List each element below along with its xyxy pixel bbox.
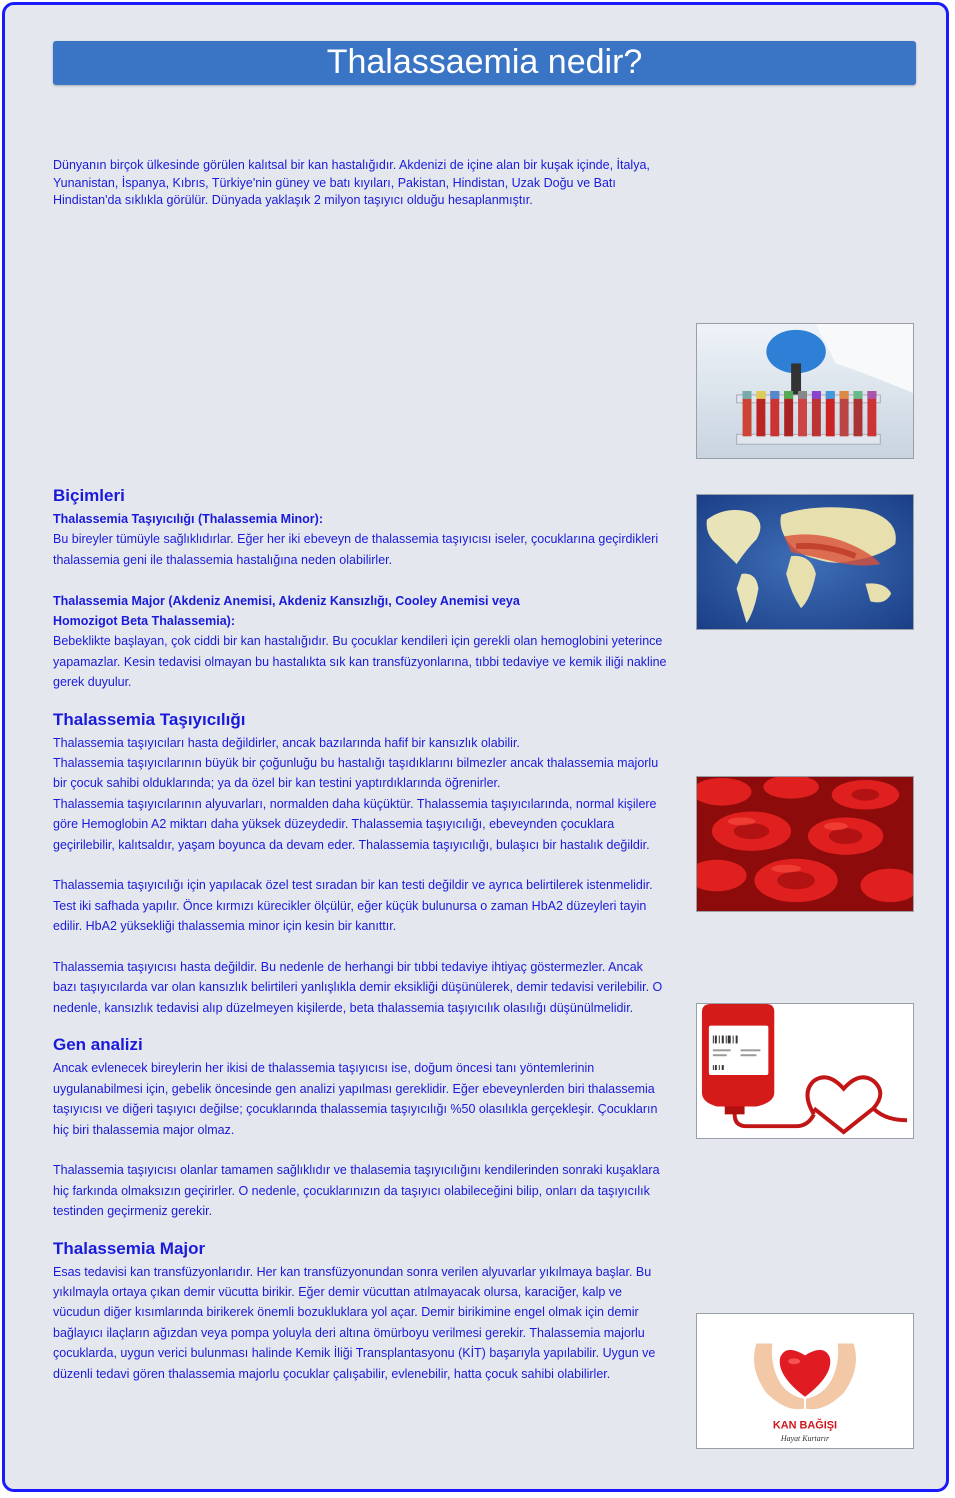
- carrier-treatment-paragraph: Thalassemia taşıyıcısı hasta değildir. Bu nedenle de herhangi bir tıbbi tedaviye ihtiyaç göstermezler. Ancak bazı taşıyıcılarda var olan kansızlık belirtileri yanlışlıkla demir eksikliği düşünülerek, demir tedavisi verilebilir. O nedenle, kansızlık tedavisi alıp düzelmeyen kişilerde, beta thalassemia taşıyıcılık olasılığı düşünülmelidir.: [53, 960, 663, 1015]
- section-heading-gen: Gen analizi: [53, 1035, 143, 1055]
- donation-logo-main: KAN BAĞIŞI: [772, 1419, 838, 1432]
- carrier-test-paragraph: Thalassemia taşıyıcılığı için yapılacak özel test sıradan bir kan testi değildir ve ayrıca belirtilerek istenmelidir. Test iki safhada yapılır. Önce kırmızı kürecikler ölçülür, eğer küçük bulunursa o zaman HbA2 düzeyleri tayin edilir. HbA2 yüksekliği thalassemia minor için kesin bir kanıttır.: [53, 878, 653, 934]
- carrier-line-1: Thalassemia taşıyıcıları hasta değildirler, ancak bazılarında hafif bir kansızlık olabilir.: [53, 735, 520, 750]
- intro-paragraph: Dünyanın birçok ülkesinde görülen kalıtsal bir kan hastalığıdır. Akdenizi de içine alan bir kuşak içinde, İtalya, Yunanistan, İspanya, Kıbrıs, Türkiye'nin güney ve batı kıyıları, Pakistan, Hindistan, Uzak Doğu ve Batı Hindistan'da sıklıkla görülür. Dünyada yaklaşık 2 milyon taşıyıcı olduğu hesaplanmıştır.: [53, 158, 650, 207]
- blood-donation-image: [696, 1313, 914, 1449]
- major-treatment-paragraph: Esas tedavisi kan transfüzyonlarıdır. Her kan transfüzyonundan sonra verilen alyuvarlar yıkılmaya başlar. Bu yıkılmayla ortaya çıkan demir vücutta birikir. Eğer demir vücuttan atılmayacak olursa, karaciğer, kalp ve vücudun diğer kısımlarında birikerek önemli bozukluklara yol açar. Demir birikimine engel olmak için demir bağlayıcı ilaçların ağızdan veya pompa yoluyla deri altına ömürboyu verilmesi gerekir. Thalassemia majorlu çocuklarda, uygun verici bulunması halinde Kemik İliği Transplantasyonu (KİT) başarıyla yapılabilir. Uygun ve düzenli tedavi gören thalassemia majorlu çocuklar çalışabilir, evlenebilir, hatta çocuk sahibi olabilirler.: [53, 1264, 656, 1381]
- carrier-line-3: Thalassemia taşıyıcılarının alyuvarları, normalden daha küçüktür. Thalassemia taşıyıcılarında, normal kişilere göre Hemoglobin A2 miktarı daha yüksek düzeydedir. Thalassemia taşıyıcılığı, ebeveynden çocuklara geçirilebilir, kalıtsaldır, yaşam boyunca da devam eder. Thalassemia taşıyıcılığı, bulaşıcı bir hastalık değildir.: [53, 796, 657, 852]
- gene-paragraph-1: Ancak evlenecek bireylerin her ikisi de thalassemia taşıyıcısı ise, doğum öncesi tanı yöntemlerinin uygulanabilmesi için, gebelik öncesinde gen analizi yapılması gereklidir. Eğer ebeveynlerden biri thalassemia taşıyıcısı ve diğeri taşıyıcı değilse; çocuklarında thalassemia taşıyıcılığı %50 olasılıkla gerçekleşir. Çocukların hiç biri thalassemia major olmaz.: [53, 1061, 658, 1137]
- carrier-line-2: Thalassemia taşıyıcılarının büyük bir çoğunluğu bu hastalığı taşıdıklarını bilmezler ancak thalassemia majorlu bir çocuk sahibi olduklarında; ya da özel bir kan testini yaptırdıklarında öğrenirler.: [53, 756, 659, 791]
- minor-text: Bu bireyler tümüyle sağlıklıdırlar. Eğer her iki ebeveyn de thalassemia taşıyıcısı iseler, çocuklarına geçirdikleri thalassemia geni ile thalassemia hastalığına neden olabilirler.: [53, 532, 659, 567]
- lab-tubes-image: [696, 323, 914, 459]
- page-title: Thalassaemia nedir?: [53, 41, 916, 85]
- gene-paragraph-2: Thalassemia taşıyıcısı olanlar tamamen sağlıklıdır ve thalasemia taşıyıcılığını kendilerinden sonraki kuşaklara hiç farkında olmaksızın geçirirler. O nedenle, çocuklarınızın da taşıyıcı olabileceğini bilip, onları da taşıyıcılık testinden geçirmeniz gerekir.: [53, 1163, 660, 1219]
- section-heading-tasiyicilik: Thalassemia Taşıyıcılığı: [53, 709, 246, 729]
- major-title-line-2: Homozigot Beta Thalassemia):: [53, 614, 235, 629]
- section-heading-major: Thalassemia Major: [53, 1238, 206, 1258]
- world-map-image: [696, 494, 914, 630]
- section-heading-bicimleri: Biçimleri: [53, 486, 125, 505]
- minor-title: Thalassemia Taşıyıcılığı (Thalassemia Minor):: [53, 512, 324, 526]
- blood-bag-image: [696, 1003, 914, 1139]
- main-content: [53, 483, 668, 1384]
- donation-logo-sub: Hayat Kurtarır: [780, 1434, 830, 1444]
- page-frame: [2, 2, 949, 1492]
- red-blood-cells-image: [696, 776, 914, 912]
- major-title-line-1: Thalassemia Major (Akdeniz Anemisi, Akdeniz Kansızlığı, Cooley Anemisi veya: [53, 593, 520, 608]
- major-text: Bebeklikte başlayan, çok ciddi bir kan hastalığıdır. Bu çocuklar kendileri için gerekli olan hemoglobini yeterince yapamazlar. Kesin tedavisi olmayan bu hastalıkta sık kan transfüzyonlarına, tıbbi tedaviye ve kemik iliği nakline gerek duyulur.: [53, 634, 667, 690]
